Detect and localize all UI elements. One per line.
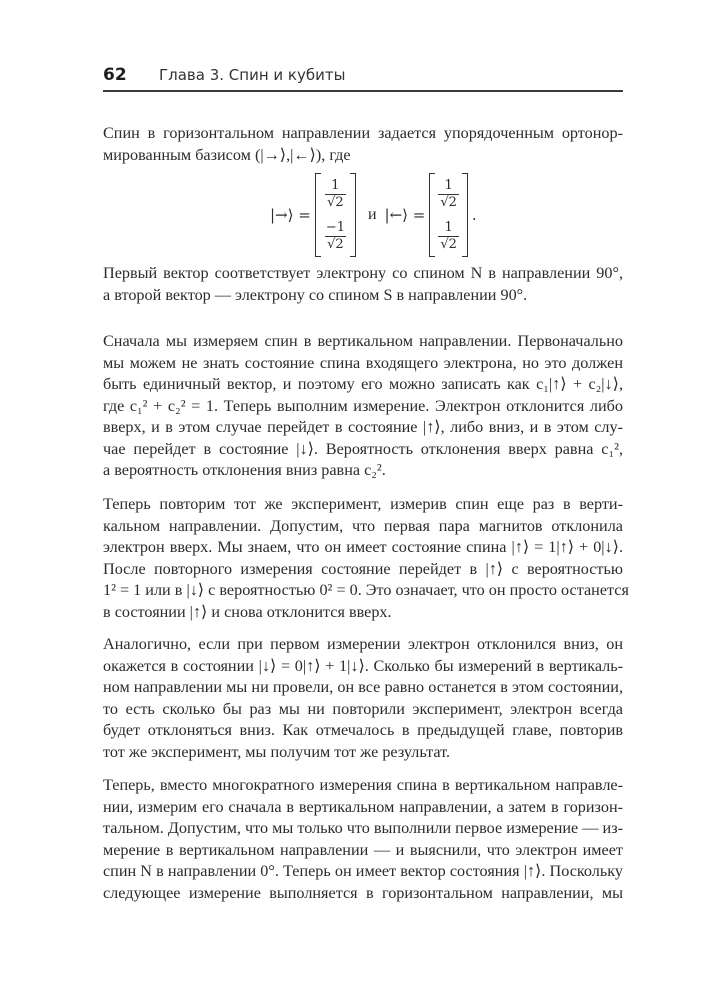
text-line: Первый вектор соответствует электрону со спином N в направлении 90°, xyxy=(103,264,623,282)
text-line: тот же эксперимент, мы получим тот же результат. xyxy=(103,742,451,761)
text-line: мированным базисом (|→⟩,|←⟩), где xyxy=(103,145,351,164)
matrix-entry: $\frac{1}{√2}$ xyxy=(327,177,344,210)
text-line: следующее измерение выполняется в горизонтальном направлении, мы xyxy=(103,883,623,902)
text-line: быть единичный вектор, и поэтому его можно записать как c₁|↑⟩ + c₂|↓⟩, xyxy=(103,375,623,393)
text-line: окажется в состоянии |↓⟩ = 0|↑⟩ + 1|↓⟩. Сколько бы измерений в вертикаль- xyxy=(103,656,623,675)
text-line: где c₁² + c₂² = 1. Теперь выполним измерение. Электрон отклонится либо xyxy=(103,396,623,415)
text-line: кальном направлении. Допустим, что первая пара магнитов отклонила xyxy=(103,516,623,535)
text-line: спин N в направлении 0°. Теперь он имеет вектор состояния |↑⟩. Поскольку xyxy=(103,862,623,880)
text-line: тальном. Допустим, что мы только что выполнили первое измерение — из- xyxy=(103,819,623,837)
text-line: то есть сколько бы раз мы ни повторили эксперимент, электрон всегда xyxy=(103,699,623,718)
running-header xyxy=(103,62,623,92)
page-number: 62 xyxy=(103,65,127,85)
text-line: а вероятность отклонения вниз равна c₂². xyxy=(103,461,386,479)
text-line: мерение в вертикальном направлении — и выяснили, что электрон имеет xyxy=(103,840,623,859)
basis-vector-equation xyxy=(270,172,477,258)
text-line: нии, измерим его сначала в вертикальном направлении, а затем в горизон- xyxy=(103,797,623,816)
ket-right-label: |→⟩ = xyxy=(270,206,311,224)
paragraph-6 xyxy=(103,775,623,904)
text-line: будет отклоняться вниз. Как отмечалось в предыдущей главе, повторив xyxy=(103,721,623,739)
paragraph-2 xyxy=(103,263,623,306)
text-line: 1² = 1 или в |↓⟩ с вероятностью 0² = 0. Это означает, что он просто останется xyxy=(103,581,629,599)
text-line: а второй вектор — электрону со спином S в направлении 90°. xyxy=(103,285,528,304)
text-line: Аналогично, если при первом измерении электрон отклонился вниз, он xyxy=(103,635,623,653)
text-line: Теперь повторим тот же эксперимент, измерив спин еще раз в верти- xyxy=(103,495,623,513)
paragraph-5 xyxy=(103,634,623,763)
text-line: Теперь, вместо многократного измерения спина в вертикальном направле- xyxy=(103,776,623,794)
matrix-entry: $\frac{-1}{√2}$ xyxy=(325,219,345,252)
text-line: вверх, и в этом случае перейдет в состояние |↑⟩, либо вниз, и в этом слу- xyxy=(103,418,623,436)
text-line: После повторного измерения состояние перейдет в |↑⟩ с вероятностью xyxy=(103,559,623,578)
text-line: чае перейдет в состояние |↓⟩. Вероятность отклонения вверх равна c₁², xyxy=(103,439,623,458)
text-line: Спин в горизонтальном направлении задается упорядоченным ортонор- xyxy=(103,124,623,142)
text-line: в состоянии |↑⟩ и снова отклонится вверх. xyxy=(103,602,392,621)
paragraph-1 xyxy=(103,123,623,166)
left-ket-column-vector xyxy=(429,173,468,257)
text-line: ном направлении мы ни провели, он все равно останется в этом состоянии, xyxy=(103,678,623,696)
chapter-title: Глава 3. Спин и кубиты xyxy=(159,66,346,84)
text-line: электрон вверх. Мы знаем, что он имеет состояние спина |↑⟩ = 1|↑⟩ + 0|↓⟩. xyxy=(103,538,623,556)
matrix-entry: $\frac{1}{√2}$ xyxy=(440,177,457,210)
text-line: мы можем не знать состояние спина входящего электрона, но это должен xyxy=(103,353,623,372)
paragraph-3 xyxy=(103,331,623,482)
right-ket-column-vector xyxy=(315,173,356,257)
matrix-entry: $\frac{1}{√2}$ xyxy=(440,219,457,252)
ket-left-label: |←⟩ = xyxy=(384,206,426,224)
text-line: Сначала мы измеряем спин в вертикальном направлении. Первоначально xyxy=(103,332,623,350)
paragraph-4 xyxy=(103,494,629,623)
conjunction: и xyxy=(367,206,377,223)
equation-period: . xyxy=(471,206,477,224)
